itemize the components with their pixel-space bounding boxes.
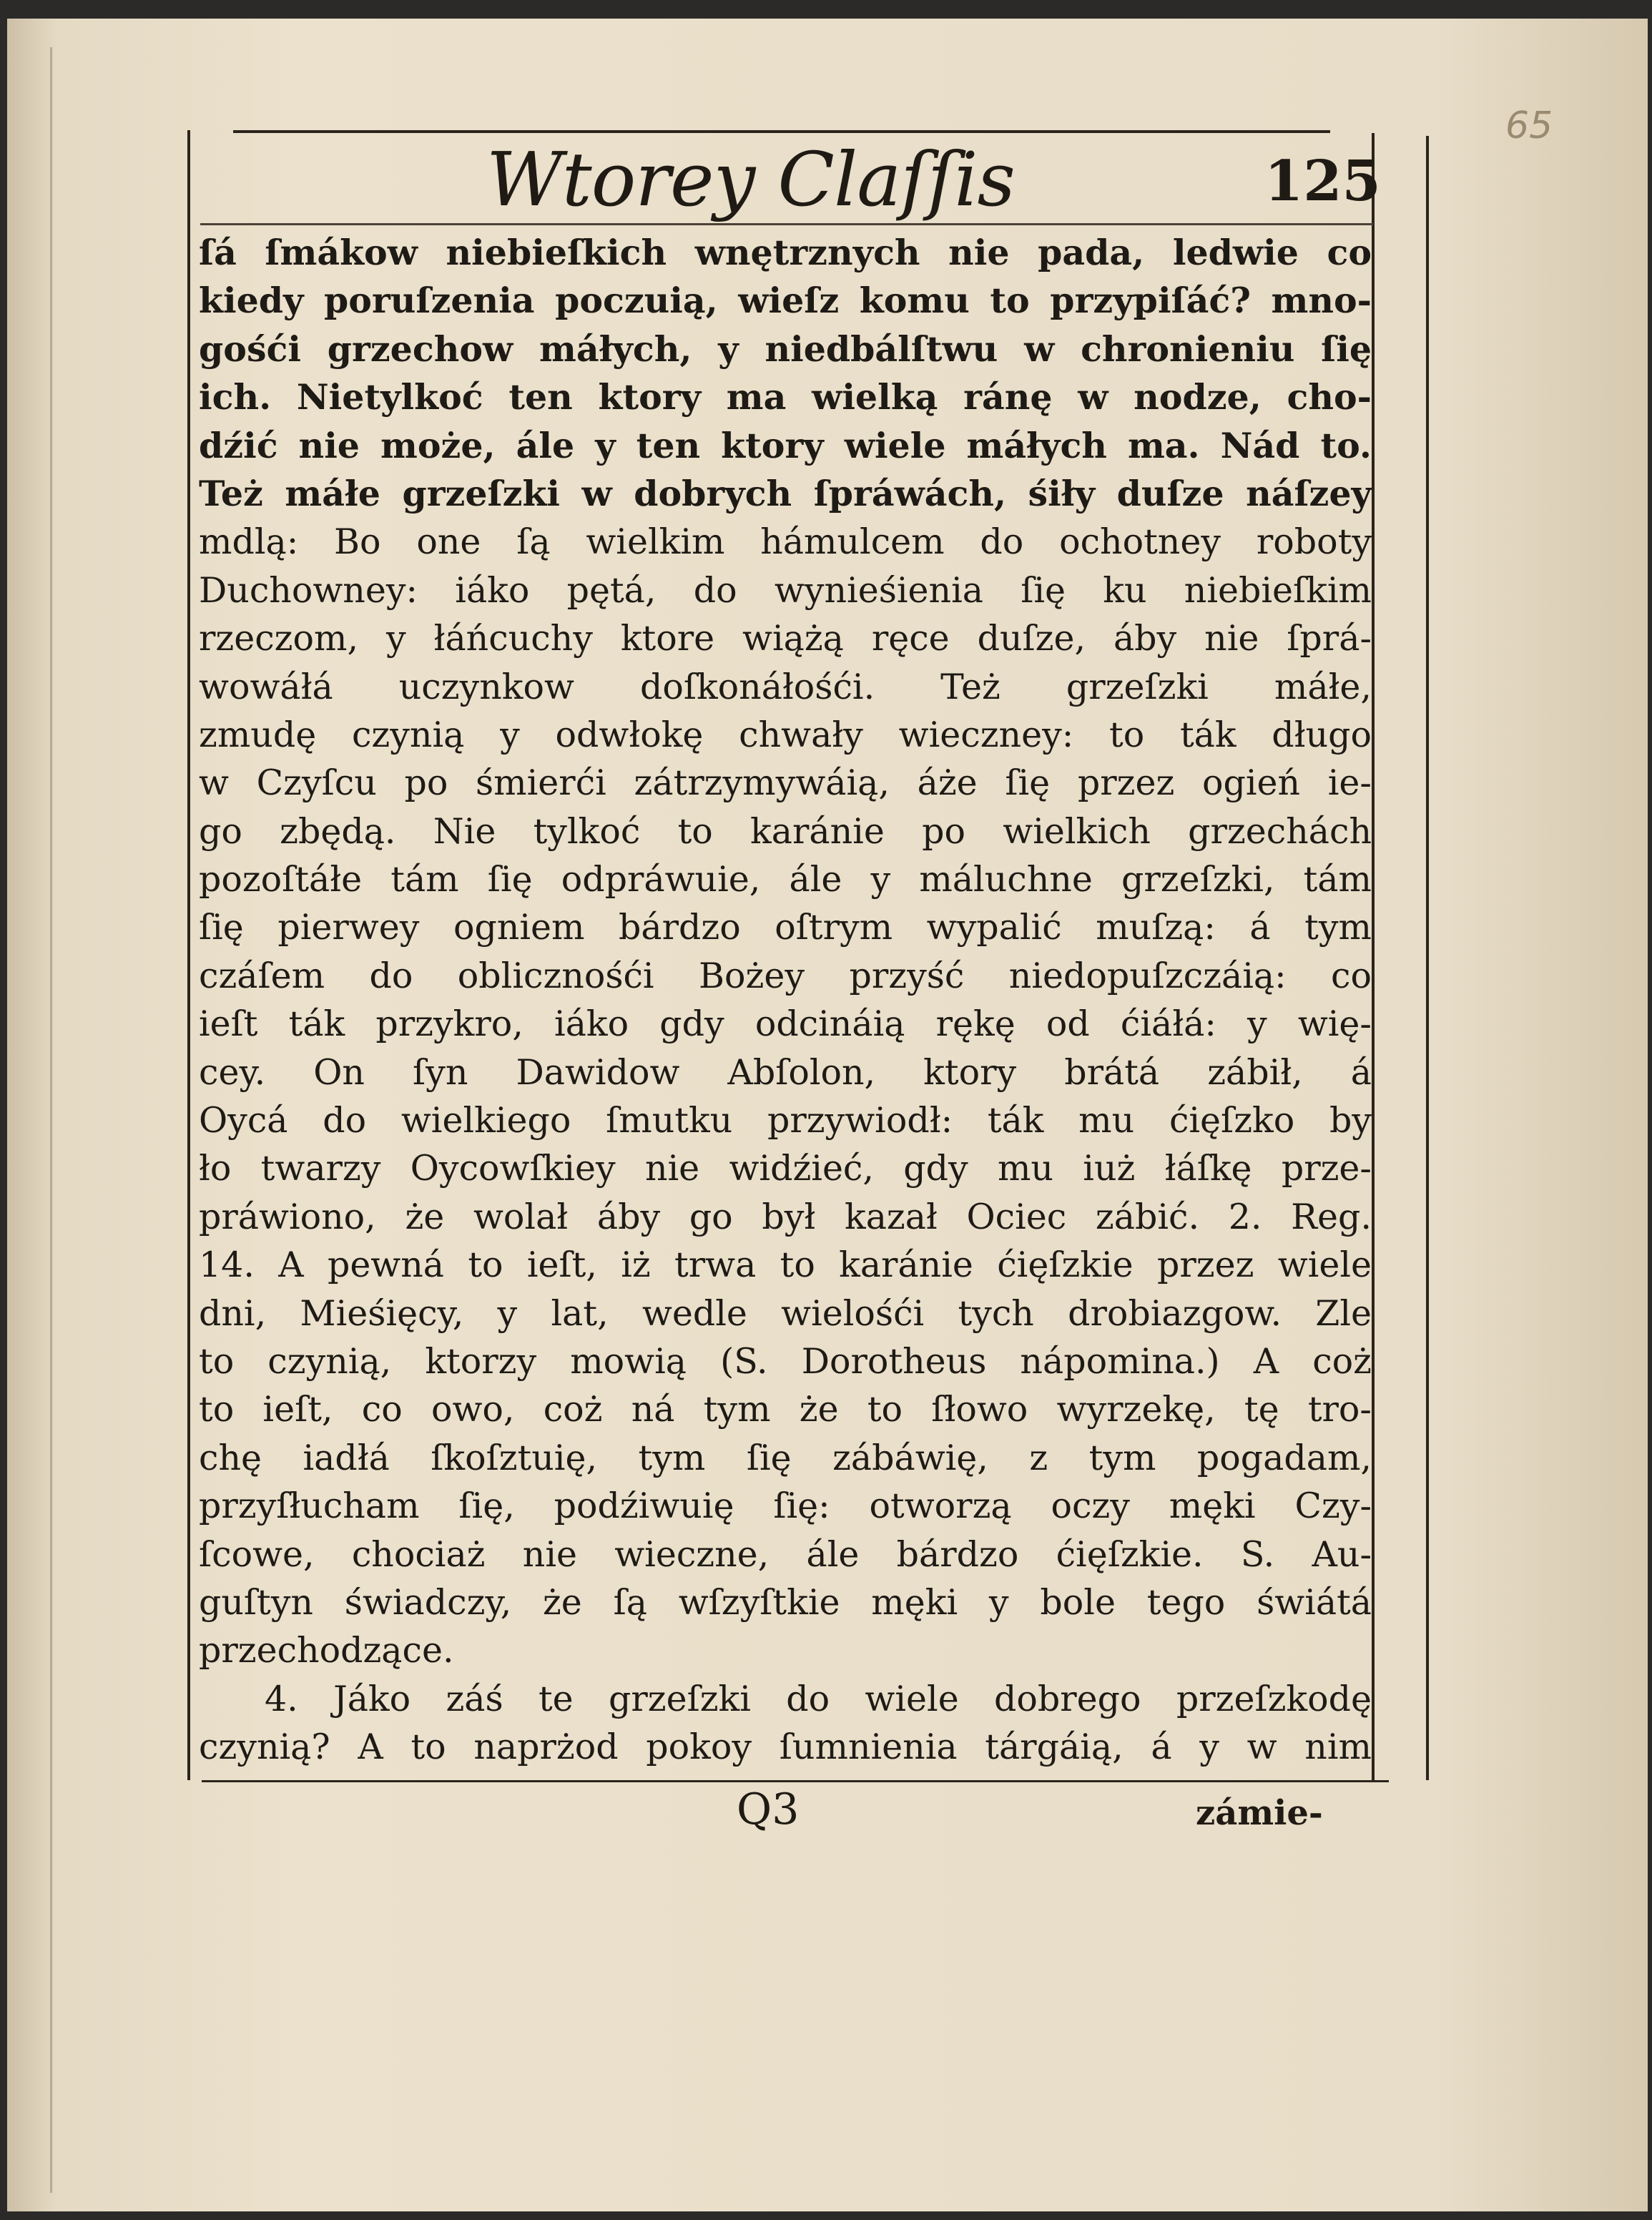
text-line: pozoſtáłe tám ſię odpráwuie, ále y máluchne grzeſzki, tám — [199, 859, 1372, 900]
text-line: ieſt ták przykro, iáko gdy odcináią rękę od ćiáłá: y wię- — [199, 1003, 1372, 1045]
text-line: ſię pierwey ogniem bárdzo oſtrym wypalić muſzą: á tym — [199, 907, 1372, 948]
text-line: Duchowney: iáko pętá, do wynieśienia ſię ku niebieſkim — [199, 569, 1372, 611]
text-line: cey. On ſyn Dawidow Abſolon, ktory brátá zábił, á — [199, 1051, 1372, 1093]
header-rule — [200, 223, 1373, 225]
text-line: guſtyn świadczy, że ſą wſzyſtkie męki y bole tego świátá — [199, 1581, 1372, 1623]
text-line: ſá ſmákow niebieſkich wnętrznych nie pada, ledwie co — [199, 232, 1372, 273]
text-line: przyſłucham ſię, podźiwuię ſię: otworzą oczy męki Czy- — [199, 1485, 1372, 1527]
page-number: 125 — [1264, 149, 1381, 214]
text-line: Oycá do wielkiego ſmutku przywiodł: ták mu ćięſzko by — [199, 1100, 1372, 1141]
text-line: czynią? A to naprżod pokoy ſumnienia tárgáią, á y w nim — [199, 1727, 1372, 1768]
text-line: ſcowe, chociaż nie wieczne, ále bárdzo ćięſzkie. S. Au- — [199, 1533, 1372, 1575]
text-line: dni, Mieśięcy, y lat, wedle wielośći tych drobiazgow. Zle — [199, 1292, 1372, 1334]
text-line: ło twarzy Oycowſkiey nie widźieć, gdy mu iuż łáſkę prze- — [199, 1148, 1372, 1189]
text-line: wowáłá uczynkow doſkonáłośći. Też grzeſzki máłe, — [199, 666, 1372, 707]
frame-bottom-rule — [202, 1780, 1389, 1782]
text-line: Też máłe grzeſzki w dobrych ſpráwách, śiły duſze náſzey — [199, 472, 1372, 514]
text-line: zmudę czynią y odwłokę chwały wieczney: to ták długo — [199, 714, 1372, 755]
text-line: 4. Jáko záś te grzeſzki do wiele dobrego przeſzkodę — [265, 1678, 1372, 1719]
catchword: zámie- — [1196, 1792, 1323, 1833]
text-line: mdlą: Bo one ſą wielkim hámulcem do ochotney roboty — [199, 521, 1372, 563]
text-line: dźić nie może, ále y ten ktory wiele máłych ma. Nád to. — [199, 424, 1372, 466]
text-line: to czynią, ktorzy mowią (S. Dorotheus nápomina.) A coż — [199, 1340, 1372, 1382]
text-line: ich. Nietylkoć ten ktory ma wielką ránę w nodze, cho- — [199, 376, 1372, 418]
signature-mark: Q3 — [737, 1784, 800, 1835]
text-line: práwiono, że wolał áby go był kazał Ociec zábić. 2. Reg. — [199, 1196, 1372, 1237]
running-header-title: Wtorey Claſſis — [486, 136, 1015, 223]
folio-note: 65 — [1505, 104, 1553, 147]
frame-outer-right-rule — [1426, 136, 1429, 1780]
text-line: rzeczom, y łáńcuchy ktore wiążą ręce duſze, áby nie ſprá- — [199, 618, 1372, 659]
frame-top-rule — [233, 130, 1330, 133]
text-line: chę iadłá ſkoſztuię, tym ſię zábáwię, z tym pogadam, — [199, 1437, 1372, 1478]
frame-left-rule — [187, 130, 190, 1780]
text-line: 14. A pewná to ieſt, iż trwa to karánie ćięſzkie przez wiele — [199, 1244, 1372, 1286]
text-line: kiedy poruſzenia poczuią, wieſz komu to przypiſáć? mno- — [199, 280, 1372, 322]
frame-right-rule — [1372, 133, 1375, 1780]
text-line: przechodzące. — [199, 1630, 454, 1671]
text-line: go zbędą. Nie tylkoć to karánie po wielkich grzechách — [199, 810, 1372, 852]
text-line: to ieſt, co owo, coż ná tym że to ſłowo wyrzekę, tę tro- — [199, 1389, 1372, 1430]
text-line: czáſem do oblicznośći Bożey przyść niedopuſzczáią: co — [199, 955, 1372, 996]
text-line: w Czyſcu po śmierći zátrzymywáią, áże ſię przez ogień ie- — [199, 762, 1372, 804]
text-line: gośći grzechow máłych, y niedbálſtwu w chronieniu ſię — [199, 328, 1372, 370]
body-text — [199, 229, 1372, 1772]
gutter-crease — [50, 47, 52, 2193]
